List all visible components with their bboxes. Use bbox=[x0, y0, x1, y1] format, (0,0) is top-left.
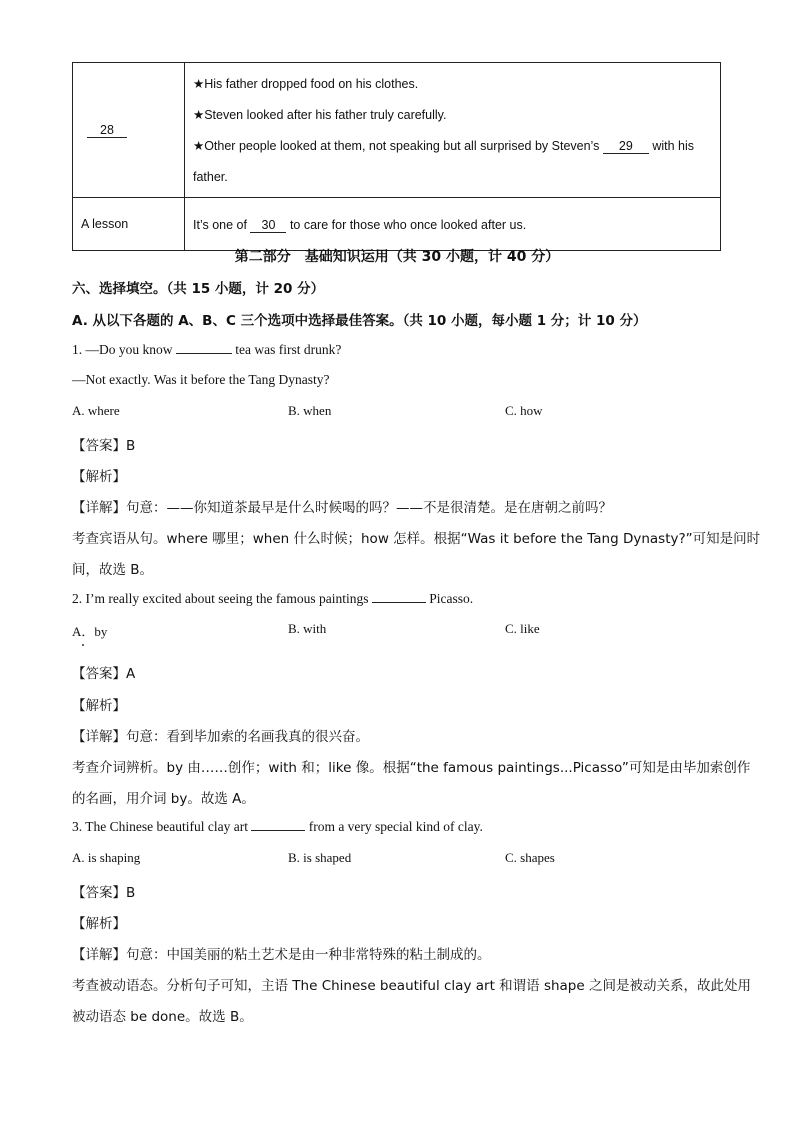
table-cell-label: A lesson bbox=[73, 198, 185, 251]
table-cell-content bbox=[185, 63, 721, 198]
explain-text: 考查宾语从句。where 哪里；when 什么时候；how 怎样。根据“Was it before the Tang Dynasty?”可知是问时 bbox=[72, 531, 761, 547]
answer-blank bbox=[372, 590, 426, 603]
section-instruction: A. 从以下各题的 A、B、C 三个选项中选择最佳答案。（共 10 小题，每小题 1 分；计 10 分） bbox=[72, 313, 647, 329]
question-1-stem-2: —Not exactly. Was it before the Tang Dynasty? bbox=[72, 372, 330, 387]
question-1-stem bbox=[72, 341, 341, 358]
explain-text: 间，故选 B。 bbox=[72, 562, 154, 578]
explain-text: 考查介词辨析。by 由……创作；with 和；like 像。根据“the famous paintings...Picasso”可知是由毕加索创作 bbox=[72, 760, 751, 776]
stray-dot bbox=[82, 644, 84, 646]
question-2-stem bbox=[72, 590, 473, 607]
story-table bbox=[72, 62, 721, 251]
stem-text: 3. The Chinese beautiful clay art bbox=[72, 819, 248, 834]
answer-label: 【答案】B bbox=[72, 438, 136, 454]
section-title: 六、选择填空。（共 15 小题，计 20 分） bbox=[72, 281, 325, 297]
table-line-text: ★Other people looked at them, not speaking but all surprised by Steven’s bbox=[193, 139, 600, 153]
table-row bbox=[73, 198, 721, 251]
explain-text: 被动语态 be done。故选 B。 bbox=[72, 1009, 253, 1025]
detail-text: 【详解】句意：中国美丽的粘土艺术是由一种非常特殊的粘土制成的。 bbox=[72, 947, 491, 963]
answer-label: 【答案】A bbox=[72, 666, 136, 682]
table-line-text: to care for those who once looked after us. bbox=[289, 217, 527, 232]
answer-blank bbox=[251, 818, 305, 831]
stem-text: 2. I’m really excited about seeing the famous paintings bbox=[72, 591, 369, 606]
question-3-stem bbox=[72, 818, 483, 835]
part-title: 第二部分 基础知识运用（共 30 小题，计 40 分） bbox=[234, 249, 560, 265]
analysis-label: 【解析】 bbox=[72, 916, 126, 932]
option-a: A. where bbox=[72, 403, 120, 418]
table-line: ★Steven looked after his father truly carefully. bbox=[193, 108, 447, 122]
analysis-label: 【解析】 bbox=[72, 698, 126, 714]
option-c: C. like bbox=[505, 621, 540, 636]
table-cell-content bbox=[185, 198, 721, 251]
option-b: B. when bbox=[288, 403, 332, 418]
option-a: A．by bbox=[72, 624, 108, 639]
explain-text: 考查被动语态。分析句子可知，主语 The Chinese beautiful clay art 和谓语 shape 之间是被动关系，故此处用 bbox=[72, 978, 751, 994]
stem-text: 1. —Do you know bbox=[72, 342, 173, 357]
stem-text: from a very special kind of clay. bbox=[308, 819, 483, 834]
blank-29: 29 bbox=[603, 139, 649, 154]
detail-text: 【详解】句意：——你知道茶最早是什么时候喝的吗？——不是很清楚。是在唐朝之前吗？ bbox=[72, 500, 612, 516]
option-b: B. is shaped bbox=[288, 850, 352, 865]
table-cell-label bbox=[73, 63, 185, 198]
table-line-text: It’s one of bbox=[193, 217, 247, 232]
analysis-label: 【解析】 bbox=[72, 469, 126, 485]
option-c: C. how bbox=[505, 403, 543, 418]
table-line: father. bbox=[193, 170, 228, 184]
explain-text: 的名画，用介词 by。故选 A。 bbox=[72, 791, 255, 807]
table-line-text: with his bbox=[652, 139, 695, 153]
option-b: B. with bbox=[288, 621, 327, 636]
table-line: ★His father dropped food on his clothes. bbox=[193, 77, 419, 91]
blank-28: 28 bbox=[87, 123, 127, 138]
detail-text: 【详解】句意：看到毕加索的名画我真的很兴奋。 bbox=[72, 729, 369, 745]
option-c: C. shapes bbox=[505, 850, 555, 865]
blank-30: 30 bbox=[250, 218, 286, 233]
table-row bbox=[73, 63, 721, 198]
option-a: A. is shaping bbox=[72, 850, 141, 865]
stem-text: tea was first drunk? bbox=[235, 342, 342, 357]
stem-text: Picasso. bbox=[429, 591, 474, 606]
answer-blank bbox=[176, 341, 232, 354]
answer-label: 【答案】B bbox=[72, 885, 136, 901]
table-line bbox=[193, 131, 712, 162]
